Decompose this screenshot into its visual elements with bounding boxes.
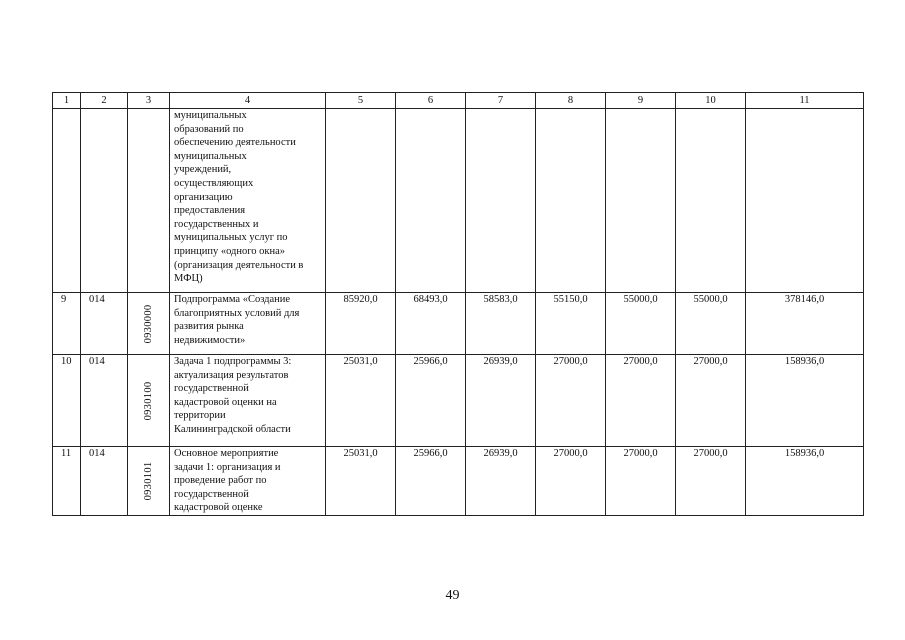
header-row	[53, 93, 864, 109]
description-line: принципу «одного окна»	[174, 245, 286, 257]
ministry-code-cell: 014	[81, 447, 128, 516]
column-header: 2	[81, 93, 128, 109]
description-line: кадастровой оценке	[174, 502, 263, 514]
ministry-code-cell	[81, 109, 128, 293]
year-value-cell: 25966,0	[396, 447, 466, 516]
description-line: образований по	[174, 123, 244, 135]
description-cell	[170, 447, 326, 516]
year-value-cell: 27000,0	[606, 447, 676, 516]
description-line: развития рынка	[174, 321, 244, 333]
column-header: 4	[170, 93, 326, 109]
row-number-cell: 9	[53, 293, 81, 355]
description-cell	[170, 293, 326, 355]
year-value-cell	[606, 109, 676, 293]
program-code: 0930100	[142, 381, 154, 420]
table-row	[53, 109, 864, 293]
table-row	[53, 355, 864, 447]
year-value-cell: 25966,0	[396, 355, 466, 447]
column-header: 6	[396, 93, 466, 109]
year-value-cell: 27000,0	[606, 355, 676, 447]
year-value-cell: 55000,0	[606, 293, 676, 355]
ministry-code-cell: 014	[81, 355, 128, 447]
column-header: 8	[536, 93, 606, 109]
year-value-cell: 25031,0	[326, 355, 396, 447]
description-line: проведение работ по	[174, 475, 267, 487]
year-value-cell	[396, 109, 466, 293]
total-value-cell: 158936,0	[746, 447, 864, 516]
description-line: учреждений,	[174, 164, 232, 176]
column-header: 7	[466, 93, 536, 109]
description-cell	[170, 355, 326, 447]
description-line: МФЦ)	[174, 273, 203, 285]
description-line: Подпрограмма «Создание	[174, 294, 291, 305]
year-value-cell	[536, 109, 606, 293]
program-code: 0930101	[142, 461, 154, 501]
description-line: предоставления	[174, 205, 246, 217]
description-line: Задача 1 подпрограммы 3:	[174, 356, 292, 367]
description-line: государственной	[174, 383, 249, 395]
year-value-cell: 55000,0	[676, 293, 746, 355]
row-number-cell: 10	[53, 355, 81, 447]
year-value-cell: 25031,0	[326, 447, 396, 516]
program-code-cell	[128, 109, 170, 293]
description-line: благоприятных условий для	[174, 307, 300, 319]
table-row	[53, 293, 864, 355]
column-header: 5	[326, 93, 396, 109]
year-value-cell	[466, 109, 536, 293]
year-value-cell: 27000,0	[676, 355, 746, 447]
description-cell	[170, 109, 326, 293]
description-line: обеспечению деятельности	[174, 137, 296, 149]
page-number: 49	[445, 588, 460, 603]
description-line: организацию	[174, 191, 233, 203]
description-line: территории	[174, 410, 226, 422]
description-line: (организация деятельности в	[174, 259, 304, 271]
program-code: 0930000	[142, 304, 154, 343]
description-line: Калининградской области	[174, 423, 291, 435]
description-line: муниципальных услуг по	[174, 232, 288, 244]
year-value-cell: 27000,0	[536, 355, 606, 447]
column-header: 1	[53, 93, 81, 109]
program-code-cell	[128, 447, 170, 516]
description-line: задачи 1: организация и	[174, 461, 281, 473]
year-value-cell: 58583,0	[466, 293, 536, 355]
year-value-cell: 26939,0	[466, 355, 536, 447]
row-number-cell	[53, 109, 81, 293]
column-header: 10	[676, 93, 746, 109]
total-value-cell	[746, 109, 864, 293]
budget-table	[52, 92, 864, 516]
column-header: 9	[606, 93, 676, 109]
column-header: 11	[746, 93, 864, 109]
description-line: государственных и	[174, 218, 259, 230]
year-value-cell: 27000,0	[536, 447, 606, 516]
description-line: муниципальных	[174, 110, 247, 121]
year-value-cell: 85920,0	[326, 293, 396, 355]
year-value-cell	[326, 109, 396, 293]
year-value-cell: 55150,0	[536, 293, 606, 355]
description-line: Основное мероприятие	[174, 448, 279, 459]
program-code-cell	[128, 355, 170, 447]
year-value-cell: 27000,0	[676, 447, 746, 516]
total-value-cell: 158936,0	[746, 355, 864, 447]
description-line: государственной	[174, 488, 249, 500]
row-number-cell: 11	[53, 447, 81, 516]
year-value-cell: 68493,0	[396, 293, 466, 355]
description-line: осуществляющих	[174, 177, 254, 189]
table-row	[53, 447, 864, 516]
program-code-cell	[128, 293, 170, 355]
year-value-cell	[676, 109, 746, 293]
ministry-code-cell: 014	[81, 293, 128, 355]
total-value-cell: 378146,0	[746, 293, 864, 355]
description-line: муниципальных	[174, 150, 247, 162]
description-line: кадастровой оценки на	[174, 396, 277, 408]
description-line: недвижимости»	[174, 334, 246, 346]
column-header: 3	[128, 93, 170, 109]
description-line: актуализация результатов	[174, 369, 289, 381]
year-value-cell: 26939,0	[466, 447, 536, 516]
